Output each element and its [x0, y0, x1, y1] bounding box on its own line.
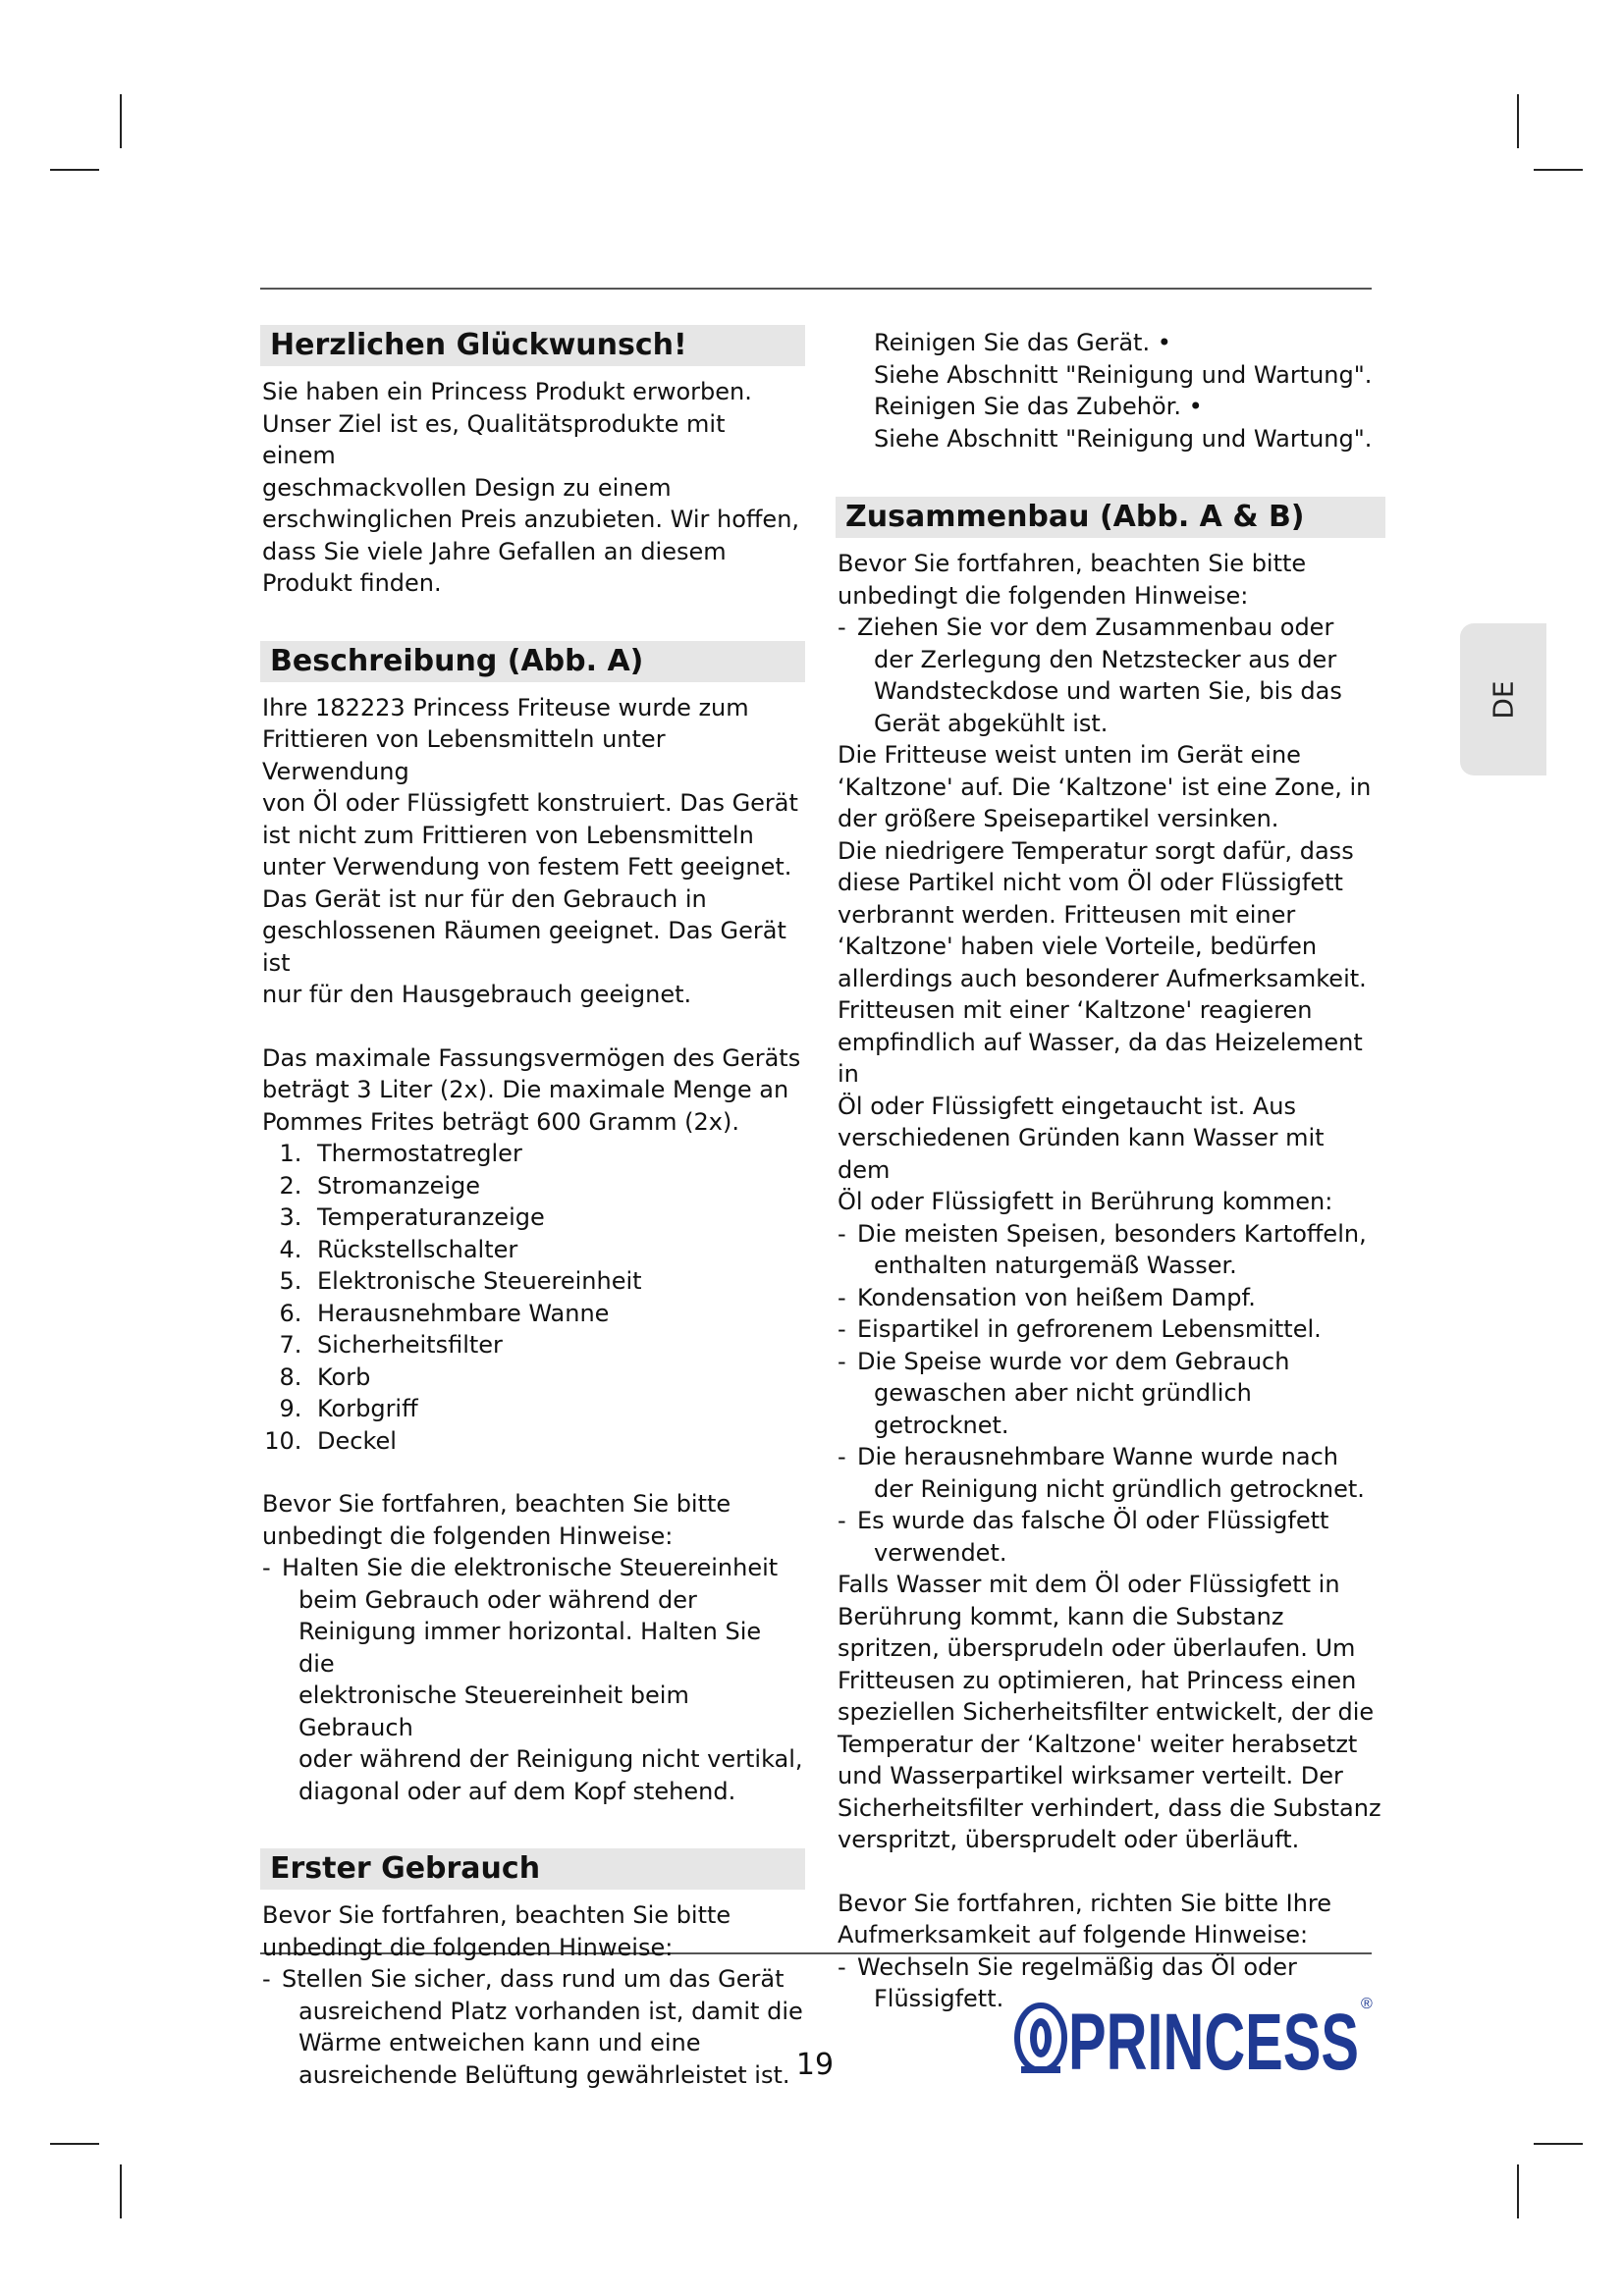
text-line: unbedingt die folgenden Hinweise: [262, 1522, 674, 1550]
crop-mark-tr-h [1534, 169, 1583, 171]
princess-logo [1007, 1981, 1377, 2079]
note-oelwechsel [838, 1888, 1383, 1951]
left-column [260, 325, 805, 2091]
bullet-netzstecker: - Ziehen Sie vor dem Zusammenbau oder [838, 612, 1383, 644]
text-line: unbedingt die folgenden Hinweise: [262, 1933, 674, 1961]
text-line: erschwinglichen Preis anzubieten. Wir hoffen, [262, 506, 800, 533]
text-line: von Öl oder Flüssigfett konstruiert. Das Gerät [262, 789, 798, 817]
list-item: 4. Rückstellschalter [309, 1234, 805, 1266]
text-line: empfindlich auf Wasser, da das Heizelement in [838, 1028, 1363, 1088]
text-line: ‘Kaltzone' auf. Die ‘Kaltzone' ist eine Zone, in [838, 773, 1372, 801]
text-line: speziellen Sicherheitsfilter entwickelt, der die [838, 1698, 1375, 1726]
bullet-continuation [262, 1996, 803, 2092]
text-line: Sicherheitsfilter verhindert, dass die Substanz [838, 1793, 1381, 1822]
list-item: 5. Elektronische Steuereinheit [309, 1265, 805, 1298]
text-line: Bevor Sie fortfahren, richten Sie bitte Ihre [838, 1889, 1332, 1917]
cleaning-lines [838, 327, 1383, 454]
text-line: Berührung kommt, kann die Substanz [838, 1602, 1284, 1630]
text-line: diese Partikel nicht vom Öl oder Flüssigfett [838, 869, 1343, 896]
bullet-continuation: gewaschen aber nicht gründlich getrocknet. [874, 1379, 1252, 1439]
text-line: Das maximale Fassungsvermögen des Geräts [262, 1043, 801, 1072]
text-line: Reinigen Sie das Gerät. • [874, 329, 1171, 356]
note-beschreibung [262, 1488, 803, 1552]
list-item: 6. Herausnehmbare Wanne [309, 1298, 805, 1330]
princess-crown-icon [1017, 2005, 1064, 2073]
text-line: elektronische Steuereinheit beim Gebrauch [298, 1682, 689, 1741]
text-line: Unser Ziel ist es, Qualitätsprodukte mit einem [262, 409, 726, 469]
paragraph-capacity [262, 1042, 803, 1139]
list-item: 2. Stromanzeige [309, 1170, 805, 1202]
text-line: Sie haben ein Princess Produkt erworben. [262, 378, 752, 405]
text-line: verbrannt werden. Fritteusen mit einer [838, 900, 1296, 929]
text-line: dass Sie viele Jahre Gefallen an diesem [262, 537, 727, 565]
text-line: Die niedrigere Temperatur sorgt dafür, dass [838, 836, 1354, 865]
list-item: 10. Deckel [309, 1425, 805, 1458]
text-line: Gerät abgekühlt ist. [874, 709, 1109, 737]
text-line: Aufmerksamkeit auf folgende Hinweise: [838, 1921, 1309, 1949]
text-line: Das Gerät ist nur für den Gebrauch in [262, 884, 707, 913]
text-line: Öl oder Flüssigfett eingetaucht ist. Aus [838, 1092, 1297, 1120]
text-line: ausreichend Platz vorhanden ist, damit die [298, 1997, 803, 2025]
bullet-continuation: enthalten naturgemäß Wasser. [874, 1252, 1237, 1279]
text-line: beim Gebrauch oder während der [298, 1585, 697, 1614]
text-line: Bevor Sie fortfahren, beachten Sie bitte [838, 550, 1307, 577]
note-zusammenbau [838, 548, 1383, 612]
text-line: Reinigen Sie das Zubehör. • [874, 393, 1203, 420]
bullet-platz: - Stellen Sie sicher, dass rund um das Gerät [262, 1963, 803, 1996]
bullet-continuation: der Reinigung nicht gründlich getrocknet. [874, 1474, 1365, 1503]
bullet-kondensation: - Kondensation von heißem Dampf. [838, 1282, 1383, 1314]
brand-wordmark: PRINCESS [1068, 1998, 1359, 2079]
bullet-wanne: - Die herausnehmbare Wanne wurde nach [838, 1441, 1383, 1473]
bullet-steuereinheit: - Halten Sie die elektronische Steuereinheit [262, 1552, 803, 1584]
crop-mark-tr-v [1517, 94, 1519, 148]
list-item: 3. Temperaturanzeige [309, 1201, 805, 1234]
crop-mark-br-h [1534, 2143, 1583, 2145]
bullet-oelwechsel: - Wechseln Sie regelmäßig das Öl oder [838, 1951, 1383, 1984]
registered-mark: ® [1361, 1996, 1373, 2012]
text-line: Produkt finden. [262, 569, 442, 597]
text-line: Bevor Sie fortfahren, beachten Sie bitte [262, 1490, 731, 1518]
bullet-continuation: Flüssigfett. [874, 1985, 1004, 2012]
text-line: Die Fritteuse weist unten im Gerät eine [838, 741, 1301, 769]
language-label: DE [1487, 679, 1520, 720]
text-line: Ihre 182223 Princess Friteuse wurde zum [262, 693, 749, 721]
crop-mark-bl-h [50, 2143, 99, 2145]
text-line: und Wasserpartikel wirksamer verteilt. Der [838, 1762, 1343, 1789]
text-line: diagonal oder auf dem Kopf stehend. [298, 1777, 736, 1805]
text-line: geschlossenen Räumen geeignet. Das Gerät ist [262, 917, 786, 977]
text-line: Siehe Abschnitt "Reinigung und Wartung". [874, 360, 1373, 389]
crop-mark-bl-v [120, 2164, 122, 2218]
text-line: allerdings auch besonderer Aufmerksamkeit. [838, 964, 1367, 992]
list-item: 8. Korb [309, 1362, 805, 1394]
heading-zusammenbau: Zusammenbau (Abb. A & B) [836, 497, 1385, 538]
text-line: spritzen, übersprudeln oder überlaufen. Um [838, 1634, 1356, 1662]
heading-glueckwunsch: Herzlichen Glückwunsch! [260, 325, 805, 366]
text-line: Reinigung immer horizontal. Halten Sie die [298, 1618, 762, 1678]
text-line: Wandsteckdose und warten Sie, bis das [874, 677, 1342, 705]
language-tab [1460, 623, 1546, 775]
text-line: ‘Kaltzone' haben viele Vorteile, bedürfen [838, 933, 1318, 960]
crop-mark-tl-h [50, 169, 99, 171]
crop-mark-br-v [1517, 2164, 1519, 2218]
text-line: der Zerlegung den Netzstecker aus der [874, 645, 1337, 673]
text-line: Siehe Abschnitt "Reinigung und Wartung". [874, 424, 1373, 453]
text-line: ausreichende Belüftung gewährleistet ist. [298, 2060, 790, 2089]
heading-beschreibung: Beschreibung (Abb. A) [260, 641, 805, 682]
text-line: Bevor Sie fortfahren, beachten Sie bitte [262, 1901, 731, 1929]
heading-erster-gebrauch: Erster Gebrauch [260, 1848, 805, 1890]
text-line: oder während der Reinigung nicht vertikal, [298, 1745, 803, 1773]
text-line: Fritteusen mit einer ‘Kaltzone' reagieren [838, 996, 1313, 1024]
list-item: 7. Sicherheitsfilter [309, 1329, 805, 1362]
text-line: Fritteusen zu optimieren, hat Princess einen [838, 1666, 1357, 1694]
paragraph-intro [262, 376, 803, 600]
bullet-continuation [262, 1584, 803, 1808]
paragraph-sicherheitsfilter [838, 1569, 1383, 1856]
text-line: Pommes Frites beträgt 600 Gramm (2x). [262, 1107, 739, 1136]
text-line: Wärme entweichen kann und eine [298, 2029, 701, 2056]
list-item: 9. Korbgriff [309, 1393, 805, 1425]
text-line: beträgt 3 Liter (2x). Die maximale Menge an [262, 1076, 789, 1103]
text-line: unter Verwendung von festem Fett geeignet. [262, 853, 792, 881]
bullet-continuation [838, 644, 1383, 740]
paragraph-kaltzone [838, 739, 1383, 1218]
bullet-continuation: verwendet. [874, 1538, 1007, 1567]
bullet-falsches-oel: - Es wurde das falsche Öl oder Flüssigfett [838, 1505, 1383, 1537]
text-line: Frittieren von Lebensmitteln unter Verwendung [262, 725, 666, 785]
text-line: unbedingt die folgenden Hinweise: [838, 581, 1249, 610]
text-line: Öl oder Flüssigfett in Berührung kommen: [838, 1188, 1333, 1215]
text-line: verspritzt, übersprudelt oder überläuft. [838, 1826, 1300, 1853]
bullet-kartoffeln: - Die meisten Speisen, besonders Kartoffeln, [838, 1218, 1383, 1251]
bullet-eispartikel: - Eispartikel in gefrorenem Lebensmittel. [838, 1313, 1383, 1346]
list-item: 1. Thermostatregler [309, 1138, 805, 1170]
note-erster-gebrauch [262, 1899, 803, 1963]
text-line: der größere Speisepartikel versinken. [838, 805, 1279, 832]
bullet-gewaschen: - Die Speise wurde vor dem Gebrauch [838, 1346, 1383, 1378]
right-column [836, 325, 1385, 2015]
crop-mark-tl-v [120, 94, 122, 148]
text-line: geschmackvollen Design zu einem [262, 473, 672, 502]
top-rule [260, 288, 1372, 290]
parts-list [260, 1138, 805, 1457]
page-number: 19 [795, 2048, 835, 2082]
paragraph-beschreibung [262, 692, 803, 1011]
text-line: ist nicht zum Frittieren von Lebensmitteln [262, 821, 754, 849]
text-line: verschiedenen Gründen kann Wasser mit dem [838, 1124, 1325, 1184]
text-line: Temperatur der ‘Kaltzone' weiter herabsetzt [838, 1730, 1358, 1758]
text-line: Falls Wasser mit dem Öl oder Flüssigfett in [838, 1571, 1340, 1598]
text-line: nur für den Hausgebrauch geeignet. [262, 981, 692, 1008]
